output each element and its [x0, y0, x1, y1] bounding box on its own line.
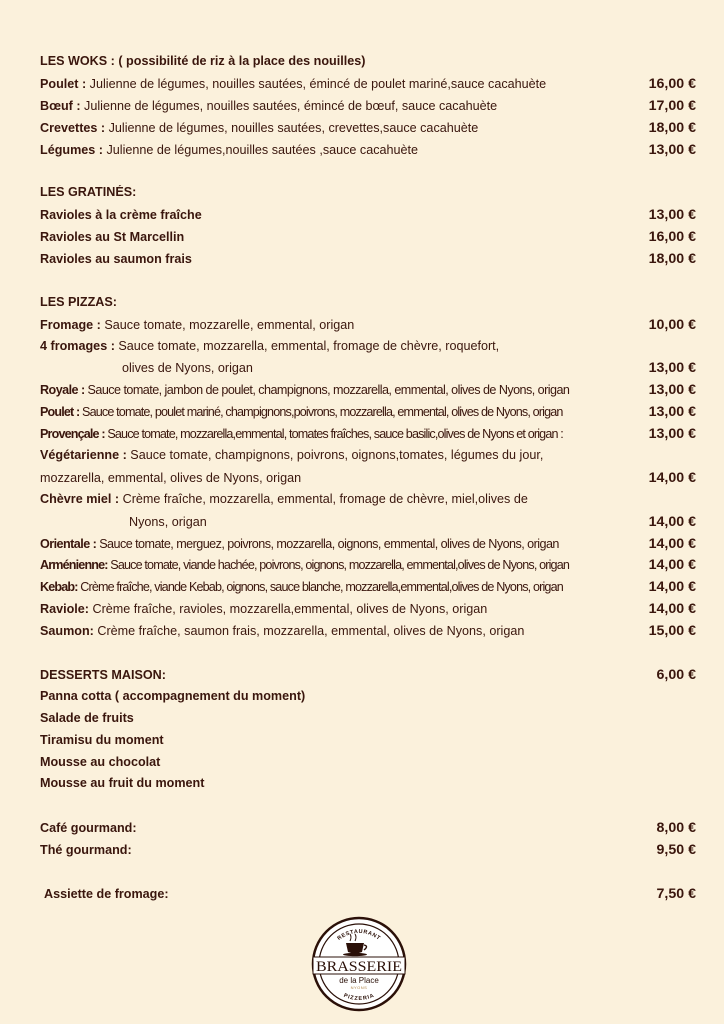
menu-item — [40, 404, 696, 426]
item-description: Julienne de légumes, nouilles sautées, crevettes,sauce cacahuète — [105, 120, 479, 135]
item-price: 13,00 € — [648, 404, 696, 421]
menu-item — [40, 755, 696, 777]
section-heading-gratines: LES GRATINÉS: — [40, 185, 137, 200]
menu-item — [40, 339, 696, 361]
item-name: Panna cotta ( accompagnement du moment) — [40, 688, 306, 703]
item-name: Thé gourmand: — [40, 843, 132, 858]
menu-item-continued — [40, 470, 696, 492]
menu-item — [40, 207, 696, 229]
item-description: olives de Nyons, origan — [122, 361, 253, 376]
menu-item — [40, 492, 696, 514]
item-price: 6,00 € — [656, 666, 696, 683]
menu-item — [40, 142, 696, 164]
logo-top-text: RESTAURANT — [336, 928, 382, 942]
item-name: Salade de fruits — [40, 710, 134, 725]
menu-item-continued — [40, 514, 696, 536]
menu-item — [40, 579, 696, 601]
item-price: 13,00 € — [648, 141, 696, 158]
item-description: Julienne de légumes,nouilles sautées ,sauce cacahuète — [102, 142, 419, 157]
menu-item — [40, 251, 696, 273]
item-description: Sauce tomate, mozzarella,emmental, tomates fraîches, sauce basilic,olives de Nyons et origan : — [104, 427, 563, 442]
spacer — [40, 163, 696, 185]
item-name: Mousse au chocolat — [40, 754, 161, 769]
item-price: 14,00 € — [648, 601, 696, 618]
logo-bottom-text: PIZZERIA — [342, 992, 376, 1003]
menu-item — [40, 382, 696, 404]
menu-item — [40, 711, 696, 733]
spacer — [40, 864, 696, 886]
menu-item-continued — [40, 360, 696, 382]
menu-item — [40, 842, 696, 864]
menu-item — [40, 820, 696, 842]
item-description: Sauce tomate, jambon de poulet, champignons, mozzarella, emmental, olives de Nyons, origan — [84, 383, 570, 398]
item-description: Nyons, origan — [129, 514, 207, 529]
menu-item — [40, 601, 696, 623]
item-price: 15,00 € — [648, 623, 696, 640]
item-name: Kebab: — [40, 580, 78, 595]
item-description: Sauce tomate, mozzarella, emmental, fromage de chèvre, roquefort, — [114, 338, 500, 353]
item-price: 13,00 € — [648, 382, 696, 399]
menu-item — [40, 536, 696, 558]
item-price: 14,00 € — [648, 469, 696, 486]
item-price: 14,00 € — [648, 579, 696, 596]
section-heading-desserts: DESSERTS MAISON: 6,00 € — [40, 666, 696, 683]
item-name: Ravioles au saumon frais — [40, 252, 192, 267]
item-price: 14,00 € — [648, 535, 696, 552]
brasserie-logo — [311, 916, 407, 1012]
item-price: 13,00 € — [648, 207, 696, 224]
item-name: Café gourmand: — [40, 821, 137, 836]
menu — [40, 54, 696, 908]
item-price: 7,50 € — [656, 885, 696, 902]
menu-item — [40, 448, 696, 470]
item-description: Sauce tomate, viande hachée, poivrons, oignons, mozzarella, emmental,olives de Nyons, origan — [107, 558, 570, 573]
item-price: 18,00 € — [648, 119, 696, 136]
item-price: 8,00 € — [656, 820, 696, 837]
item-price: 16,00 € — [648, 75, 696, 92]
section-heading-woks: LES WOKS : ( possibilité de riz à la place des nouilles) — [40, 54, 366, 68]
menu-item — [40, 76, 696, 98]
item-name: Royale : — [40, 383, 85, 398]
item-description: Sauce tomate, champignons, poivrons, oignons,tomates, légumes du jour, — [126, 448, 544, 463]
item-name: Végétarienne : — [40, 448, 127, 463]
item-description: Sauce tomate, poulet mariné, champignons,poivrons, mozzarella, emmental, olives de Nyons, origan — [79, 405, 563, 420]
item-name: Poulet : — [40, 76, 87, 91]
menu-item — [40, 229, 696, 251]
item-price: 14,00 € — [648, 513, 696, 530]
item-name: Saumon: — [40, 624, 94, 639]
menu-item — [40, 120, 696, 142]
item-name: 4 fromages : — [40, 338, 115, 353]
item-name: Provençale : — [40, 427, 105, 442]
item-name: Légumes : — [40, 142, 103, 157]
menu-item — [40, 886, 696, 908]
menu-item — [40, 733, 696, 755]
item-name: Assiette de fromage: — [44, 886, 169, 901]
item-name: Tiramisu du moment — [40, 732, 164, 747]
menu-item — [40, 623, 696, 645]
item-price: 10,00 € — [648, 316, 696, 333]
logo-town-text: NYONS — [350, 985, 368, 990]
item-name: Crevettes : — [40, 120, 106, 135]
menu-item — [40, 689, 696, 711]
menu-item — [40, 317, 696, 339]
spacer — [40, 273, 696, 295]
item-name: Arménienne: — [40, 558, 108, 573]
item-description: Julienne de légumes, nouilles sautées, émincé de poulet mariné,sauce cacahuète — [86, 76, 547, 91]
item-name: Mousse au fruit du moment — [40, 776, 205, 791]
menu-item — [40, 98, 696, 120]
item-name: Fromage : — [40, 317, 101, 332]
item-name: Orientale : — [40, 536, 97, 551]
item-price: 17,00 € — [648, 97, 696, 114]
spacer — [40, 645, 696, 667]
item-name: Raviole: — [40, 602, 89, 617]
menu-item — [40, 776, 696, 798]
item-description: Crème fraîche, viande Kebab, oignons, sauce blanche, mozzarella,emmental,olives de Nyons, origan — [77, 580, 563, 595]
item-description: Sauce tomate, merguez, poivrons, mozzarella, oignons, emmental, olives de Nyons, origan — [96, 536, 559, 551]
item-price: 9,50 € — [656, 842, 696, 859]
menu-item — [40, 557, 696, 579]
item-name: Chèvre miel : — [40, 491, 120, 506]
item-description: Crème fraîche, ravioles, mozzarella,emmental, olives de Nyons, origan — [89, 602, 488, 617]
item-description: Sauce tomate, mozzarelle, emmental, origan — [100, 317, 355, 332]
menu-item — [40, 426, 696, 448]
logo-main-text: BRASSERIE — [316, 959, 402, 975]
item-name: Bœuf : — [40, 98, 81, 113]
item-description: Crème fraîche, mozzarella, emmental, fromage de chèvre, miel,olives de — [119, 491, 528, 506]
item-description: Julienne de légumes, nouilles sautées, émincé de bœuf, sauce cacahuète — [80, 98, 498, 113]
item-name: Ravioles au St Marcellin — [40, 230, 185, 245]
item-price: 16,00 € — [648, 229, 696, 246]
item-price: 13,00 € — [648, 360, 696, 377]
section-heading-pizzas: LES PIZZAS: — [40, 294, 117, 309]
item-price: 14,00 € — [648, 557, 696, 574]
item-description: Crème fraîche, saumon frais, mozzarella, emmental, olives de Nyons, origan — [93, 624, 525, 639]
item-price: 18,00 € — [648, 251, 696, 268]
item-name: Poulet : — [40, 405, 80, 420]
item-name: Ravioles à la crème fraîche — [40, 208, 202, 223]
spacer — [40, 798, 696, 820]
item-price: 13,00 € — [648, 426, 696, 443]
logo-sub-text: de la Place — [339, 976, 379, 985]
item-description: mozzarella, emmental, olives de Nyons, origan — [40, 470, 302, 485]
